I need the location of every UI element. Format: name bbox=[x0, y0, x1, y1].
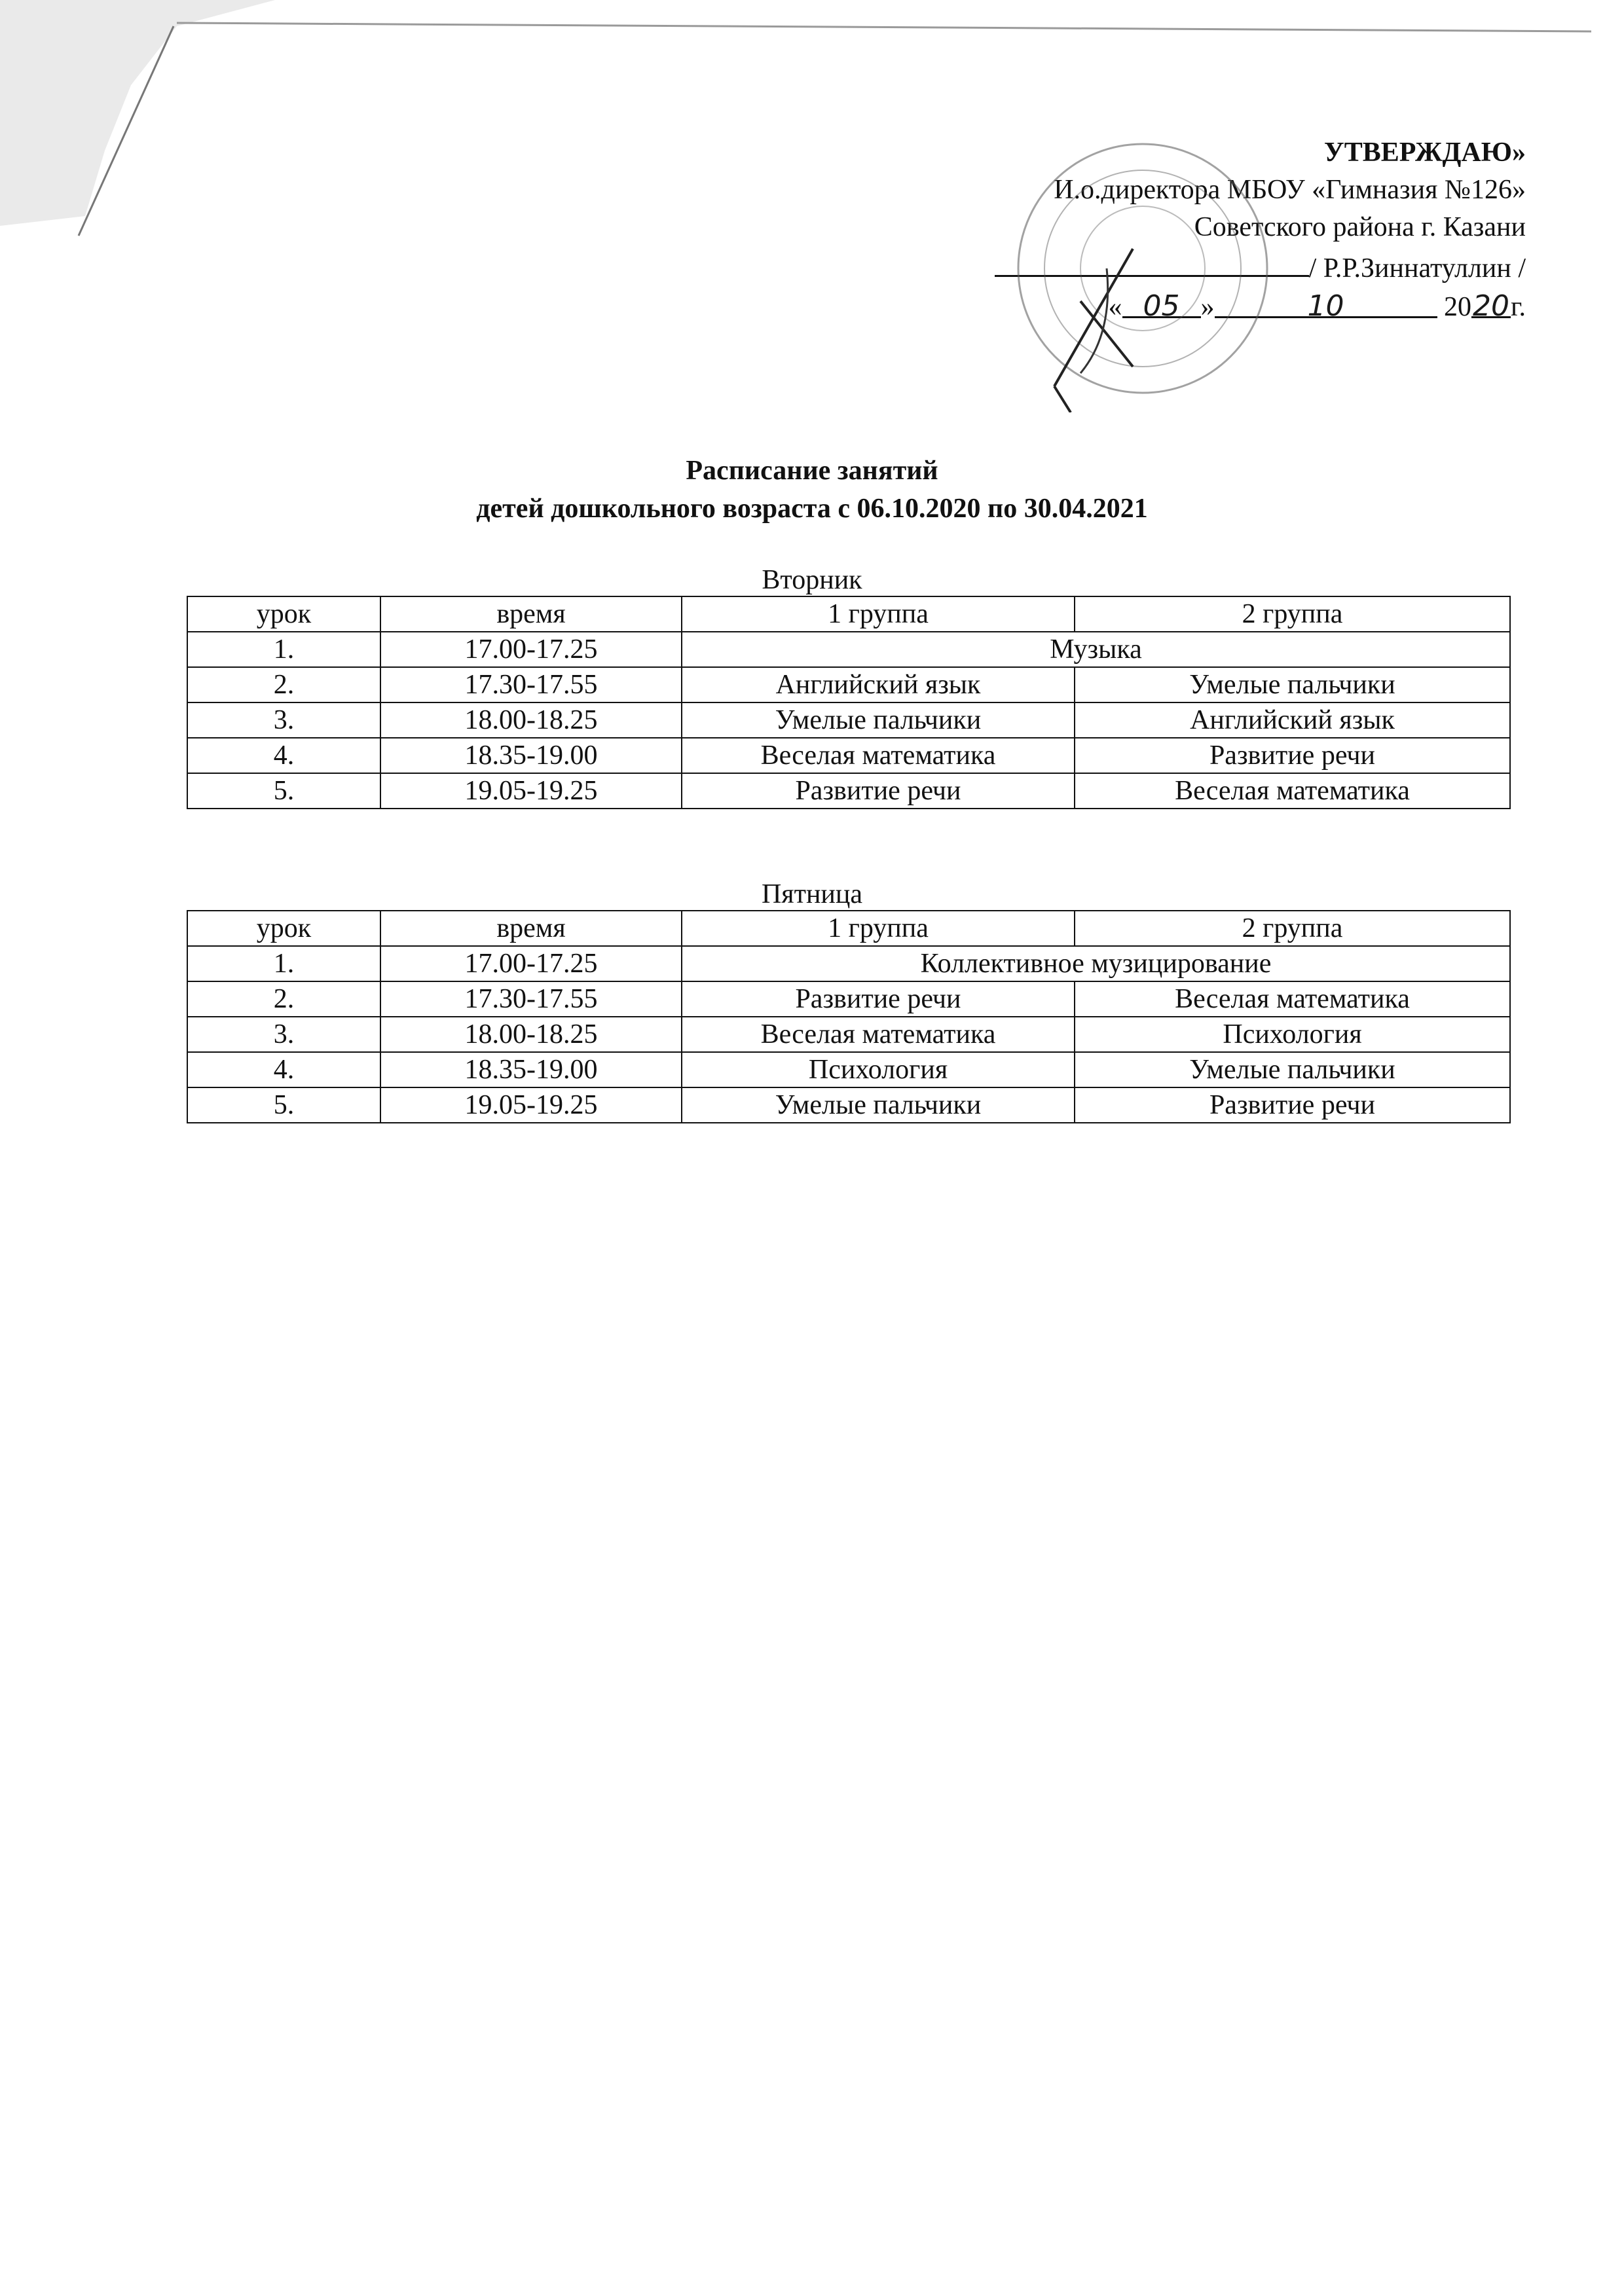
document-heading bbox=[0, 452, 1624, 528]
column-header: 2 группа bbox=[1075, 911, 1510, 946]
lesson-time: 18.35-19.00 bbox=[380, 738, 682, 773]
group-1-lesson: Английский язык bbox=[682, 667, 1075, 702]
table-row bbox=[187, 1017, 1510, 1052]
approval-block bbox=[805, 134, 1526, 326]
signature-blank bbox=[995, 246, 1309, 277]
lesson-time: 18.00-18.25 bbox=[380, 1017, 682, 1052]
table-row bbox=[187, 702, 1510, 738]
date-open-quote: « bbox=[1108, 292, 1122, 322]
column-header: 1 группа bbox=[682, 911, 1075, 946]
group-1-lesson: Развитие речи bbox=[682, 981, 1075, 1017]
group-1-lesson: Умелые пальчики bbox=[682, 702, 1075, 738]
schedule-table-friday bbox=[187, 910, 1511, 1123]
lesson-number: 5. bbox=[187, 1087, 380, 1123]
schedule-table-tuesday bbox=[187, 596, 1511, 809]
date-year-prefix: 20 bbox=[1444, 292, 1471, 322]
lesson-time: 17.00-17.25 bbox=[380, 632, 682, 667]
lesson-time: 18.00-18.25 bbox=[380, 702, 682, 738]
approval-date bbox=[805, 287, 1526, 326]
group-1-lesson: Веселая математика bbox=[682, 738, 1075, 773]
lesson-number: 1. bbox=[187, 632, 380, 667]
group-2-lesson: Веселая математика bbox=[1075, 773, 1510, 809]
lesson-time: 17.00-17.25 bbox=[380, 946, 682, 981]
lesson-time: 17.30-17.55 bbox=[380, 981, 682, 1017]
lesson-number: 4. bbox=[187, 738, 380, 773]
lesson-time: 17.30-17.55 bbox=[380, 667, 682, 702]
group-2-lesson: Умелые пальчики bbox=[1075, 1052, 1510, 1087]
lesson-number: 5. bbox=[187, 773, 380, 809]
table-row bbox=[187, 1052, 1510, 1087]
day-title-tuesday: Вторник bbox=[762, 565, 862, 595]
joint-lesson: Коллективное музицирование bbox=[682, 946, 1510, 981]
group-1-lesson: Веселая математика bbox=[682, 1017, 1075, 1052]
heading-line-1: Расписание занятий bbox=[686, 456, 938, 486]
table-row bbox=[187, 738, 1510, 773]
lesson-number: 3. bbox=[187, 1017, 380, 1052]
lesson-number: 1. bbox=[187, 946, 380, 981]
table-header-row bbox=[187, 911, 1510, 946]
column-header: 1 группа bbox=[682, 596, 1075, 632]
column-header: урок bbox=[187, 596, 380, 632]
group-2-lesson: Умелые пальчики bbox=[1075, 667, 1510, 702]
group-1-lesson: Умелые пальчики bbox=[682, 1087, 1075, 1123]
approval-position: И.о.директора МБОУ «Гимназия №126» bbox=[1054, 175, 1526, 205]
column-header: урок bbox=[187, 911, 380, 946]
heading-line-2: детей дошкольного возраста с 06.10.2020 по 30.04.2021 bbox=[476, 494, 1148, 524]
signer-name: / Р.Р.Зиннатуллин / bbox=[1308, 253, 1526, 283]
lesson-time: 19.05-19.25 bbox=[380, 773, 682, 809]
table-row bbox=[187, 1087, 1510, 1123]
table-row bbox=[187, 632, 1510, 667]
date-close-quote: » bbox=[1200, 292, 1215, 322]
date-year-suffix: 20 bbox=[1473, 289, 1509, 323]
table-row bbox=[187, 773, 1510, 809]
lesson-number: 2. bbox=[187, 981, 380, 1017]
lesson-time: 18.35-19.00 bbox=[380, 1052, 682, 1087]
table-row bbox=[187, 667, 1510, 702]
group-2-lesson: Развитие речи bbox=[1075, 1087, 1510, 1123]
date-year-unit: г. bbox=[1511, 292, 1526, 322]
column-header: 2 группа bbox=[1075, 596, 1510, 632]
date-month: 10 bbox=[1307, 289, 1344, 323]
column-header: время bbox=[380, 596, 682, 632]
date-year-blank bbox=[1471, 287, 1511, 323]
table-header-row bbox=[187, 596, 1510, 632]
table-row bbox=[187, 946, 1510, 981]
date-day: 05 bbox=[1143, 289, 1180, 323]
group-1-lesson: Развитие речи bbox=[682, 773, 1075, 809]
group-1-lesson: Психология bbox=[682, 1052, 1075, 1087]
group-2-lesson: Развитие речи bbox=[1075, 738, 1510, 773]
column-header: время bbox=[380, 911, 682, 946]
date-month-blank bbox=[1215, 287, 1437, 323]
date-day-blank bbox=[1122, 287, 1201, 323]
approval-title: УТВЕРЖДАЮ» bbox=[1323, 137, 1526, 168]
lesson-number: 2. bbox=[187, 667, 380, 702]
signature-line bbox=[805, 246, 1526, 287]
lesson-time: 19.05-19.25 bbox=[380, 1087, 682, 1123]
group-2-lesson: Психология bbox=[1075, 1017, 1510, 1052]
lesson-number: 4. bbox=[187, 1052, 380, 1087]
day-title-friday: Пятница bbox=[761, 879, 863, 909]
table-row bbox=[187, 981, 1510, 1017]
lesson-number: 3. bbox=[187, 702, 380, 738]
group-2-lesson: Веселая математика bbox=[1075, 981, 1510, 1017]
joint-lesson: Музыка bbox=[682, 632, 1510, 667]
group-2-lesson: Английский язык bbox=[1075, 702, 1510, 738]
approval-district: Советского района г. Казани bbox=[1194, 212, 1526, 242]
